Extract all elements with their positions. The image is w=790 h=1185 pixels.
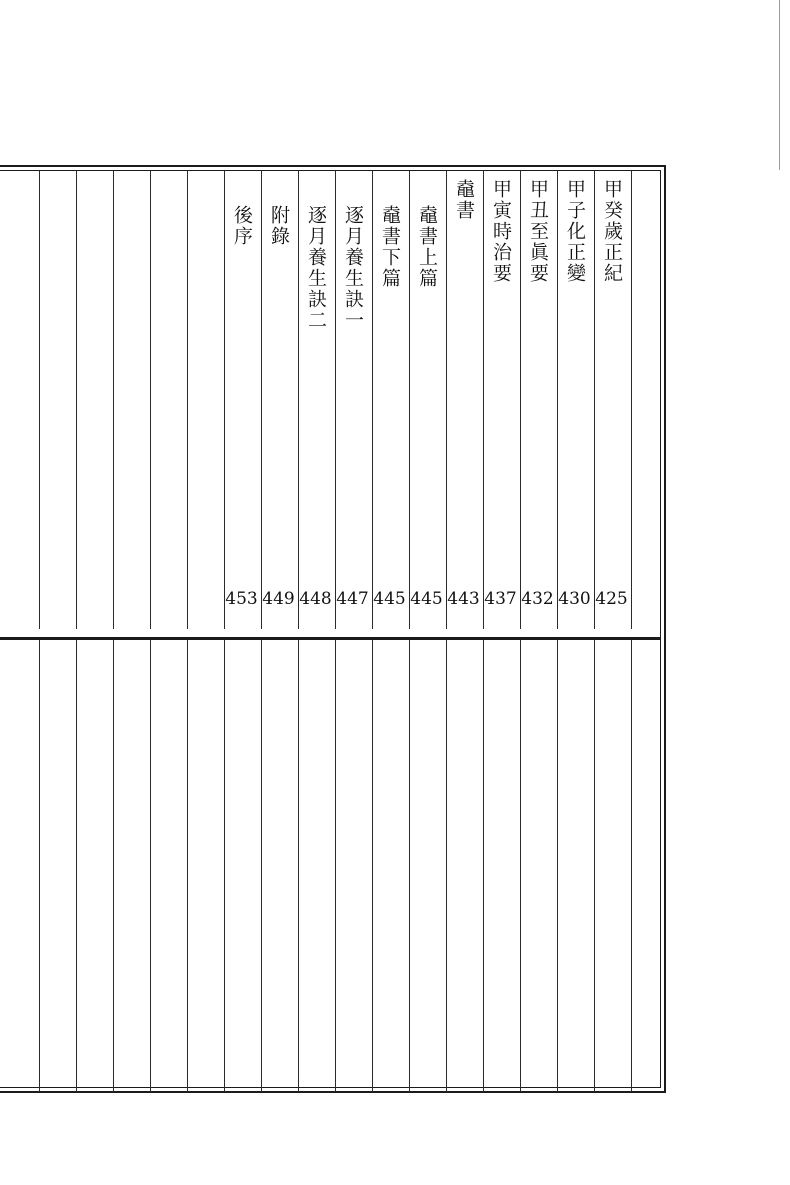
toc-entry-page[interactable]: 449 [262,589,295,609]
toc-entry-label[interactable]: 鼀書上篇 [416,205,438,289]
toc-entry-label[interactable]: 後序 [231,205,253,247]
page-edge-rule [779,0,780,170]
toc-entry-label[interactable]: 逐月養生訣一 [342,205,364,331]
toc-entry-page[interactable]: 447 [336,589,369,609]
toc-entry-label[interactable]: 甲子化正變 [564,179,586,284]
toc-entry-label[interactable]: 逐月養生訣二 [305,205,327,331]
toc-entry-label[interactable]: 甲癸歲正紀 [601,179,623,284]
toc-entry-page[interactable]: 432 [521,589,554,609]
toc-entry-label[interactable]: 甲丑至眞要 [527,179,549,284]
toc-entry-page[interactable]: 437 [484,589,517,609]
toc-entry-page[interactable]: 430 [558,589,591,609]
text-block-frame-inner [0,170,661,1088]
toc-entry-page[interactable]: 448 [299,589,332,609]
toc-entry-page[interactable]: 453 [225,589,258,609]
toc-entry-page[interactable]: 443 [447,589,480,609]
toc-entry-label[interactable]: 鼀書下篇 [379,205,401,289]
block-divider [0,637,660,640]
text-block-frame [0,165,666,1093]
toc-entry-label[interactable]: 附錄 [268,205,290,247]
toc-entry-label[interactable]: 鼀書 [453,179,475,221]
toc-entry-page[interactable]: 425 [595,589,628,609]
toc-entry-label[interactable]: 甲寅時治要 [490,179,512,284]
toc-entry-page[interactable]: 445 [373,589,406,609]
toc-entry-page[interactable]: 445 [410,589,443,609]
